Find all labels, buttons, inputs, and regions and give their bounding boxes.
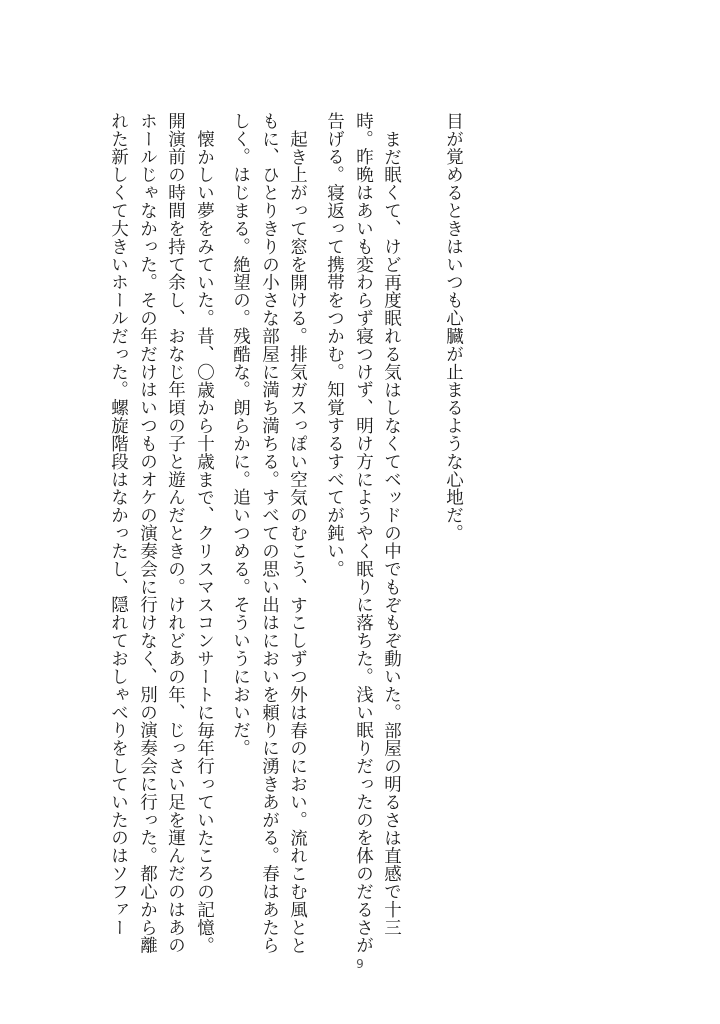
text-column: 時。昨晩はあいも変わらず寝つけず、明け方にようやく眠りに落ちた。浅い眠りだったのを体のだるさが — [353, 112, 374, 955]
text-column: 懐かしい夢をみていた。昔、〇歳から十歳まで、クリスマスコンサートに毎年行っていたころの記憶。 — [194, 130, 215, 955]
text-column: ホールじゃなかった。その年だけはいつものオケの演奏会に行けなく、別の演奏会に行った。都心から離 — [137, 112, 158, 955]
page-number: 9 — [356, 957, 364, 971]
text-column: れた新しくて大きいホールだった。螺旋階段はなかったし、隠れておしゃべりをしていたのはソファー — [108, 112, 129, 937]
text-column: 起き上がって窓を開ける。排気ガスっぽい空気のむこう、すこしずつ外は春のにおい。流れこむ風とと — [287, 130, 308, 955]
text-column: しく。はじまる。絶望の。残酷な。朗らかに。追いつめる。そういうにおいだ。 — [230, 112, 251, 758]
text-column: もに、ひとりきりの小さな部屋に満ち満ちる。すべての思い出はにおいを頼りに湧きあがる。春はあたら — [259, 112, 280, 955]
text-column: 告げる。寝返って携帯をつかむ。知覚するすべてが鈍い。 — [324, 112, 345, 578]
text-column: 開演前の時間を持て余し、おなじ年頃の子と遊んだときの。けれどあの年、じっさい足を運んだのはあの — [165, 112, 186, 955]
text-column: まだ眠くて、けど再度眠れる気はしなくてベッドの中でもぞもぞ動いた。部屋の明るさは直感で十三 — [381, 130, 402, 937]
text-column: 目が覚めるときはいつも心臓が止まるような心地だ。 — [443, 112, 464, 543]
